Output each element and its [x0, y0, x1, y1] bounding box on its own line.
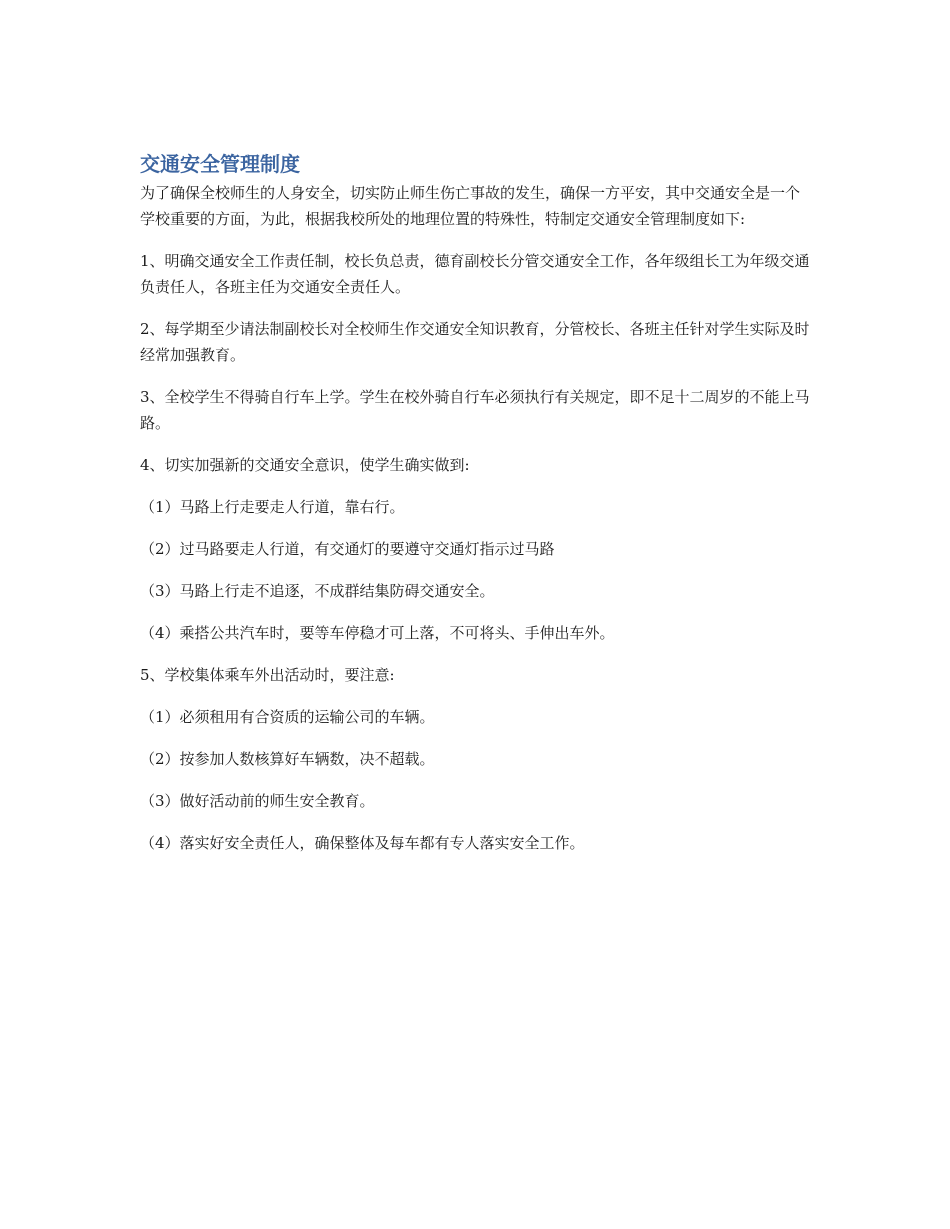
rule-item-1: 1、明确交通安全工作责任制，校长负总责，德育副校长分管交通安全工作，各年级组长工为年级交通负责任人，各班主任为交通安全责任人。	[140, 252, 810, 296]
rule-item-3: 3、全校学生不得骑自行车上学。学生在校外骑自行车必须执行有关规定，即不足十二周岁的不能上马路。	[140, 388, 810, 432]
document-page	[140, 150, 812, 872]
rule-item-4: 4、切实加强新的交通安全意识，使学生确实做到:	[140, 456, 470, 474]
rule-4-subitem-1: （1）马路上行走要走人行道，靠右行。	[140, 498, 405, 516]
rule-5-subitem-3: （3）做好活动前的师生安全教育。	[140, 792, 375, 810]
rule-5-subitem-1: （1）必须租用有合资质的运输公司的车辆。	[140, 708, 435, 726]
intro-paragraph: 为了确保全校师生的人身安全，切实防止师生伤亡事故的发生，确保一方平安，其中交通安全是一个学校重要的方面，为此，根据我校所处的地理位置的特殊性，特制定交通安全管理制度如下:	[140, 184, 801, 228]
rule-4-subitem-2: （2）过马路要走人行道，有交通灯的要遵守交通灯指示过马路	[140, 540, 555, 558]
rule-4-subitem-4: （4）乘搭公共汽车时，要等车停稳才可上落，不可将头、手伸出车外。	[140, 624, 615, 642]
rule-item-5: 5、学校集体乘车外出活动时，要注意:	[140, 666, 395, 684]
rule-4-subitem-3: （3）马路上行走不追逐，不成群结集防碍交通安全。	[140, 582, 495, 600]
rule-5-subitem-2: （2）按参加人数核算好车辆数，决不超载。	[140, 750, 435, 768]
document-title: 交通安全管理制度	[140, 152, 300, 176]
rule-item-2: 2、每学期至少请法制副校长对全校师生作交通安全知识教育，分管校长、各班主任针对学生实际及时经常加强教育。	[140, 320, 810, 364]
rule-5-subitem-4: （4）落实好安全责任人，确保整体及每车都有专人落实安全工作。	[140, 834, 585, 852]
